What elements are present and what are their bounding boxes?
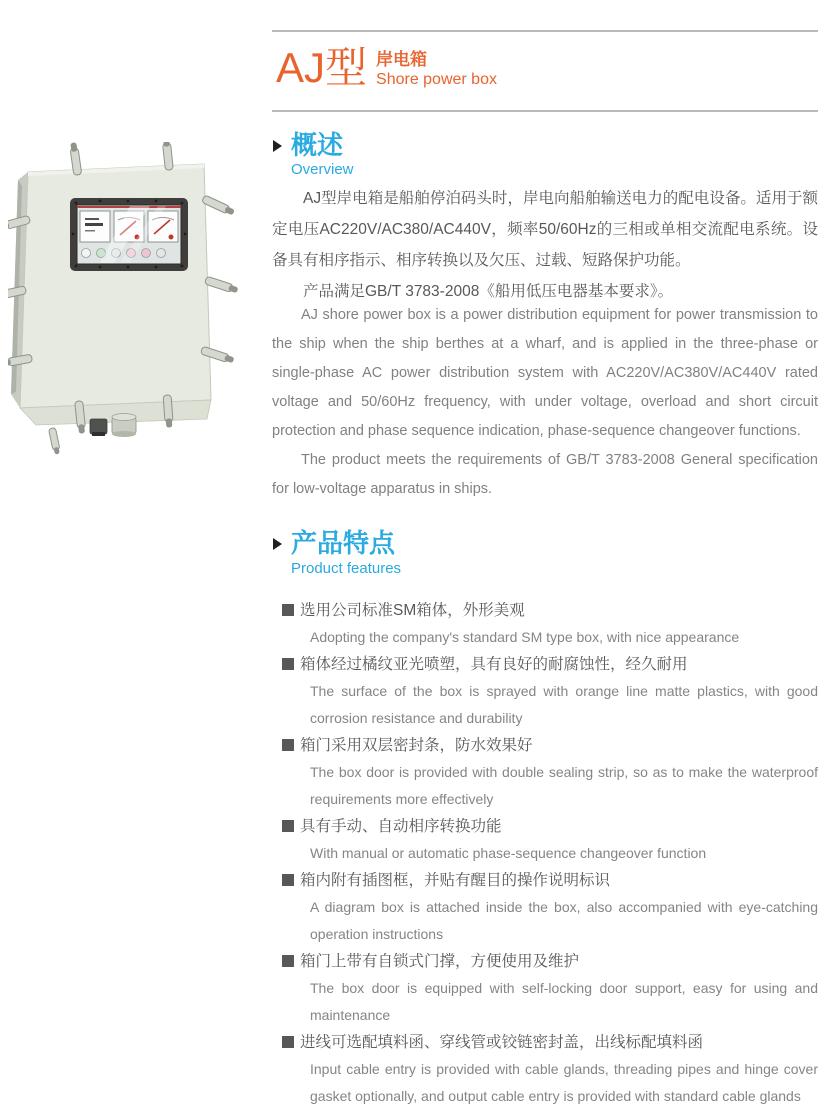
feature-bullet-icon: [282, 739, 294, 751]
title-divider: [272, 110, 818, 112]
overview-paragraphs-chinese: [272, 183, 818, 307]
features-title-cn: 产品特点: [291, 528, 396, 558]
feature-item: [282, 813, 818, 867]
overview-paragraph-cn: AJ型岸电箱是船舶停泊码头时，岸电向船舶输送电力的配电设备。适用于额定电压AC220V/AC380/AC440V，频率50/60Hz的三相或单相交流配电系统。设备具有相序指示、相序转换以及欠压、过载、短路保护功能。: [272, 190, 818, 269]
feature-text-cn: [282, 948, 818, 975]
subtitle-english: Shore power box: [376, 71, 497, 88]
feature-label-cn: 选用公司标准SM箱体，外形美观: [300, 602, 525, 619]
feature-item: [282, 867, 818, 948]
feature-text-en: Input cable entry is provided with cable glands, threading pipes and hinge cover gasket optionally, and output cable entry is provided with standard cable glands: [310, 1061, 818, 1104]
feature-bullet-icon: [282, 955, 294, 967]
product-photo: [8, 142, 258, 472]
overview-paragraph-en: The product meets the requirements of GB/T 3783-2008 General specification for low-voltage apparatus in ships.: [272, 452, 818, 497]
feature-bullet-icon: [282, 1036, 294, 1048]
feature-text-cn: [282, 1029, 818, 1056]
feature-bullet-icon: [282, 874, 294, 886]
subtitle-chinese: 岸电箱: [376, 50, 428, 69]
meter-window: [70, 198, 188, 271]
features-list: [282, 597, 818, 1110]
feature-text-en: The surface of the box is sprayed with orange line matte plastics, with good corrosion resistance and durability: [310, 683, 818, 726]
feature-item: [282, 732, 818, 813]
feature-item: [282, 597, 818, 651]
feature-text-en: Adopting the company's standard SM type box, with nice appearance: [310, 629, 740, 645]
overview-title-en: Overview: [291, 161, 354, 178]
feature-text-en: The box door is equipped with self-locking door support, easy for using and maintenance: [310, 980, 818, 1023]
features-title-en: Product features: [291, 560, 402, 577]
feature-label-cn: 具有手动、自动相序转换功能: [300, 818, 502, 835]
feature-text-cn: [282, 732, 818, 759]
features-marker-triangle-icon: [273, 538, 282, 550]
feature-bullet-icon: [282, 604, 294, 616]
feature-item: [282, 1029, 818, 1110]
feature-text-en: A diagram box is attached inside the box, also accompanied with eye-catching operation instructions: [310, 899, 818, 942]
feature-label-cn: 箱体经过橘纹亚光喷塑，具有良好的耐腐蚀性，经久耐用: [300, 656, 688, 673]
overview-paragraphs-english: [272, 301, 818, 504]
feature-text-en: The box door is provided with double sealing strip, so as to make the waterproof requirements more effectively: [310, 764, 818, 807]
overview-title-cn: 概述: [291, 130, 344, 160]
feature-item: [282, 948, 818, 1029]
top-divider: [272, 30, 818, 32]
overview-paragraph-en: AJ shore power box is a power distribution equipment for power transmission to the ship when the ship berthes at a wharf, and is applied in the three-phase or single-phase AC power distribution system with AC220V/AC380V/AC440V rated voltage and 50/60Hz frequency, with under voltage, overload and short circuit protection and phase sequence indication, phase-sequence changeover functions.: [272, 307, 818, 439]
feature-text-en: With manual or automatic phase-sequence changeover function: [310, 845, 707, 861]
feature-label-cn: 进线可选配填料函、穿线管或铰链密封盖，出线标配填料函: [300, 1034, 704, 1051]
feature-text-cn: [282, 651, 818, 678]
product-subtitle: [376, 50, 497, 92]
model-name: AJ型: [276, 44, 368, 91]
feature-label-cn: 箱门上带有自锁式门撑，方便使用及维护: [300, 953, 580, 970]
feature-bullet-icon: [282, 658, 294, 670]
product-title: [276, 44, 497, 92]
feature-item: [282, 651, 818, 732]
feature-label-cn: 箱门采用双层密封条，防水效果好: [300, 737, 533, 754]
overview-marker-triangle-icon: [273, 140, 282, 152]
overview-paragraph-cn: 产品满足GB/T 3783-2008《船用低压电器基本要求》。: [303, 283, 674, 300]
feature-label-cn: 箱内附有插图框，并贴有醒目的操作说明标识: [300, 872, 611, 889]
feature-text-cn: [282, 867, 818, 894]
feature-bullet-icon: [282, 820, 294, 832]
feature-text-cn: [282, 597, 818, 624]
feature-text-cn: [282, 813, 818, 840]
